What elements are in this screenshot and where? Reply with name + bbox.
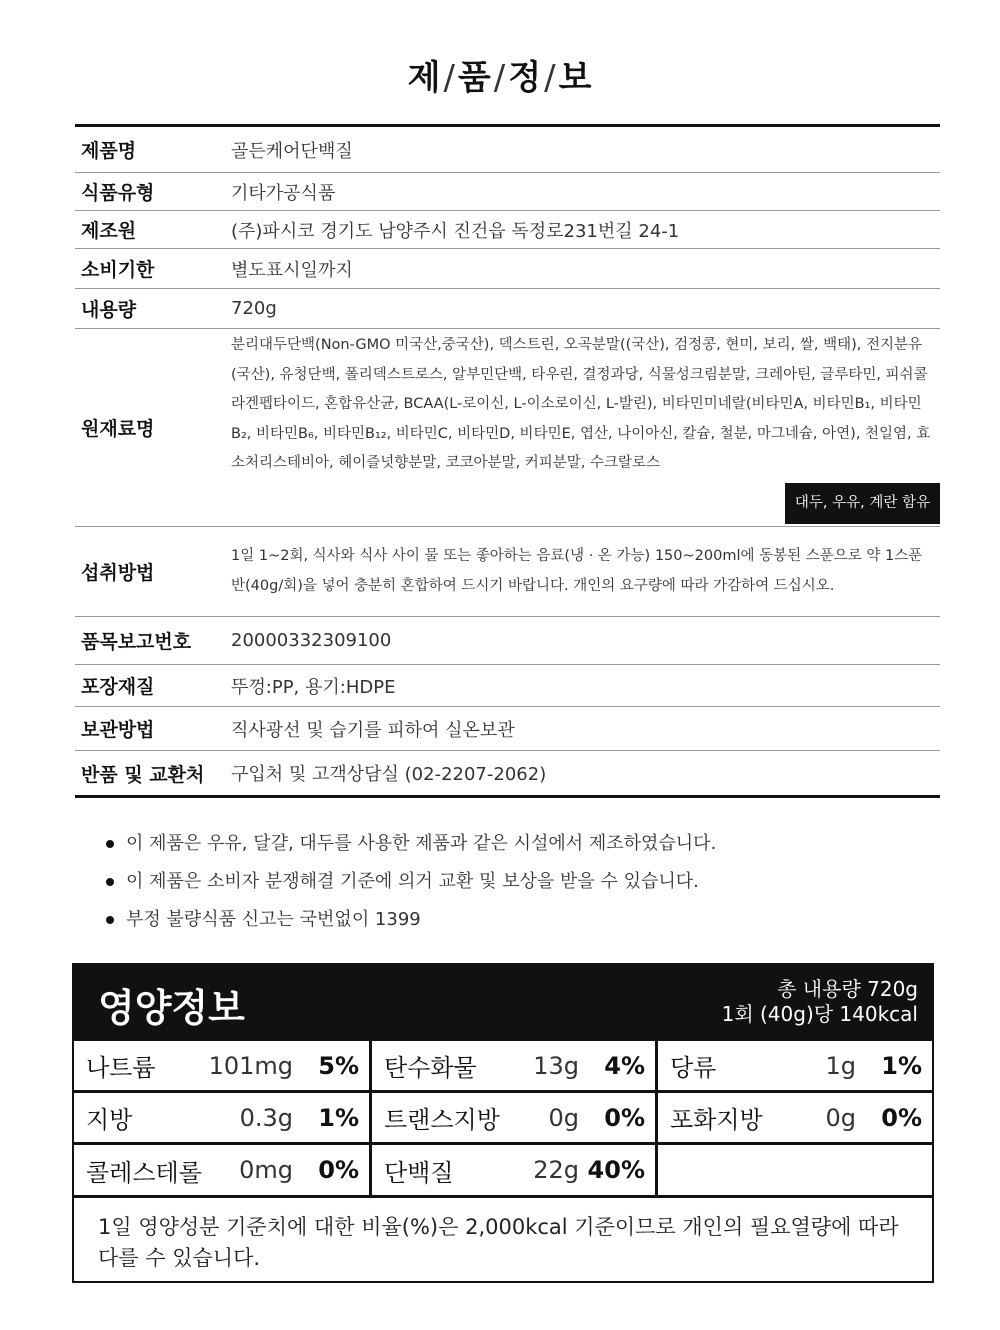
nutrient-name: 콜레스테롤 bbox=[86, 1158, 202, 1187]
nutrient-cell-empty bbox=[658, 1145, 932, 1198]
nutrient-amount: 13g bbox=[533, 1051, 579, 1080]
info-label: 원재료명 bbox=[81, 418, 155, 440]
nutrient-name: 탄수화물 bbox=[384, 1054, 477, 1082]
nutrient-cell-protein bbox=[372, 1145, 658, 1198]
info-value: 720g bbox=[231, 298, 277, 319]
nutrient-name: 지방 bbox=[86, 1106, 133, 1134]
notice-item: 이 제품은 우유, 달걀, 대두를 사용한 제품과 같은 시설에서 제조하였습니다. bbox=[100, 825, 716, 863]
nutrient-amount: 0g bbox=[825, 1103, 856, 1132]
info-value: 1일 1~2회, 식사와 식사 사이 물 또는 좋아하는 음료(냉 · 온 가능) 150~200ml에 동봉된 스푼으로 약 1스푼 반(40g/회)을 넣어 충분히 혼합하여 드시기 바랍니다. 개인의 요구량에 따라 가감하여 드십시오. bbox=[231, 548, 923, 594]
info-value: 직사광선 및 습기를 피하여 실온보관 bbox=[231, 719, 515, 741]
title-char: 정 bbox=[508, 58, 543, 98]
title-separator: / bbox=[493, 58, 507, 98]
info-value: (주)파시코 경기도 남양주시 진건읍 독정로231번길 24-1 bbox=[231, 220, 680, 242]
info-label: 식품유형 bbox=[81, 182, 155, 204]
info-row-report-number bbox=[75, 617, 940, 665]
info-label: 품목보고번호 bbox=[81, 631, 192, 653]
nutrient-percent: 40% bbox=[587, 1156, 645, 1184]
nutrition-header bbox=[74, 965, 932, 1041]
nutrient-cell-sodium bbox=[74, 1041, 372, 1093]
info-row-expiry bbox=[75, 249, 940, 289]
nutrient-amount: 0g bbox=[548, 1103, 579, 1132]
nutrient-cell-saturated-fat bbox=[658, 1093, 932, 1145]
nutrient-name: 포화지방 bbox=[670, 1106, 763, 1134]
nutrient-amount: 0mg bbox=[239, 1156, 293, 1184]
nutrient-cell-cholesterol bbox=[74, 1145, 372, 1198]
info-value: 구입처 및 고객상담실 (02-2207-2062) bbox=[231, 764, 547, 785]
nutrition-footnote: 1일 영양성분 기준치에 대한 비율(%)은 2,000kcal 기준이므로 개인의 필요열량에 따라 다를 수 있습니다. bbox=[98, 1215, 899, 1270]
title-separator: / bbox=[544, 58, 557, 98]
info-label: 보관방법 bbox=[81, 719, 155, 741]
info-label: 제품명 bbox=[81, 140, 137, 162]
info-value: 20000332309100 bbox=[231, 630, 392, 651]
info-row-usage bbox=[75, 527, 940, 617]
info-row-manufacturer bbox=[75, 211, 940, 249]
info-label: 내용량 bbox=[81, 299, 137, 321]
nutrition-grid bbox=[74, 1041, 932, 1198]
nutrient-cell-trans-fat bbox=[372, 1093, 658, 1145]
allergen-badge: 대두, 우유, 계란 함유 bbox=[785, 483, 940, 525]
nutrient-amount: 0.3g bbox=[239, 1103, 293, 1132]
nutrient-percent: 5% bbox=[318, 1051, 359, 1080]
info-value: 기타가공식품 bbox=[231, 182, 336, 204]
nutrient-cell-carbohydrate bbox=[372, 1041, 658, 1093]
info-value: 별도표시일까지 bbox=[231, 259, 353, 281]
info-row-returns bbox=[75, 751, 940, 795]
info-row-net-weight bbox=[75, 289, 940, 329]
nutrient-amount: 22g bbox=[533, 1156, 579, 1184]
info-row-packaging bbox=[75, 665, 940, 707]
nutrient-amount: 1g bbox=[825, 1051, 856, 1080]
nutrition-per-serving: 1회 (40g)당 140kcal bbox=[721, 1002, 918, 1026]
nutrient-name: 트랜스지방 bbox=[384, 1106, 500, 1134]
nutrient-cell-fat bbox=[74, 1093, 372, 1145]
info-row-storage bbox=[75, 707, 940, 751]
notice-item: 이 제품은 소비자 분쟁해결 기준에 의거 교환 및 보상을 받을 수 있습니다. bbox=[100, 863, 716, 901]
info-label: 포장재질 bbox=[81, 676, 155, 698]
page-title bbox=[0, 50, 1000, 99]
nutrient-cell-sugars bbox=[658, 1041, 932, 1093]
nutrient-amount: 101mg bbox=[208, 1051, 293, 1080]
info-value bbox=[231, 331, 940, 524]
info-value: 뚜껑:PP, 용기:HDPE bbox=[231, 676, 396, 698]
info-row-food-type bbox=[75, 173, 940, 211]
info-label: 제조원 bbox=[81, 220, 137, 242]
nutrient-percent: 0% bbox=[318, 1156, 359, 1184]
nutrient-name: 나트륨 bbox=[86, 1054, 156, 1082]
title-char: 품 bbox=[457, 58, 492, 98]
ingredients-text: 분리대두단백(Non-GMO 미국산,중국산), 덱스트린, 오곡분말((국산), 검정콩, 현미, 보리, 쌀, 백태), 전지분유(국산), 유청단백, 폴리덱스트로스, 알부민단백, 타우린, 결정과당, 식물성크림분말, 크레아틴, 글루타민, 피쉬콜라겐펩타이드, 혼합유산균, BCAA(L-로이신, L-이소로이신, L-발린), 비타민미네랄(비타민A, 비타민B₁, 비타민B₂, 비타민B₆, 비타민B₁₂, 비타민C, 비타민D, 비타민E, 엽산, 나이아신, 칼슘, 철분, 마그네슘, 아연), 천일염, 효소처리스테비아, 헤이즐넛향분말, 코코아분말, 커피분말, 수크랄로스 bbox=[231, 337, 931, 471]
nutrient-percent: 0% bbox=[604, 1103, 645, 1132]
nutrition-total-content: 총 내용량 720g bbox=[777, 977, 918, 1001]
info-label: 섭취방법 bbox=[81, 562, 155, 584]
info-row-product-name bbox=[75, 127, 940, 173]
nutrient-percent: 0% bbox=[881, 1103, 922, 1132]
nutrient-percent: 1% bbox=[318, 1103, 359, 1132]
info-value: 골든케어단백질 bbox=[231, 140, 353, 162]
title-char: 보 bbox=[558, 58, 593, 98]
notice-item: 부정 불량식품 신고는 국번없이 1399 bbox=[100, 901, 716, 939]
nutrient-name: 단백질 bbox=[384, 1158, 454, 1187]
nutrition-facts-panel bbox=[72, 963, 934, 1283]
info-row-ingredients bbox=[75, 329, 940, 527]
title-separator: / bbox=[443, 58, 456, 98]
nutrient-name: 당류 bbox=[670, 1054, 717, 1082]
nutrient-percent: 1% bbox=[881, 1051, 922, 1080]
nutrition-title: 영양정보 bbox=[98, 986, 245, 1030]
info-label: 소비기한 bbox=[81, 259, 155, 281]
notice-list bbox=[100, 825, 716, 939]
title-char: 제 bbox=[407, 58, 442, 98]
info-label: 반품 및 교환처 bbox=[81, 763, 205, 786]
nutrient-percent: 4% bbox=[604, 1051, 645, 1080]
product-info-table bbox=[75, 124, 940, 798]
